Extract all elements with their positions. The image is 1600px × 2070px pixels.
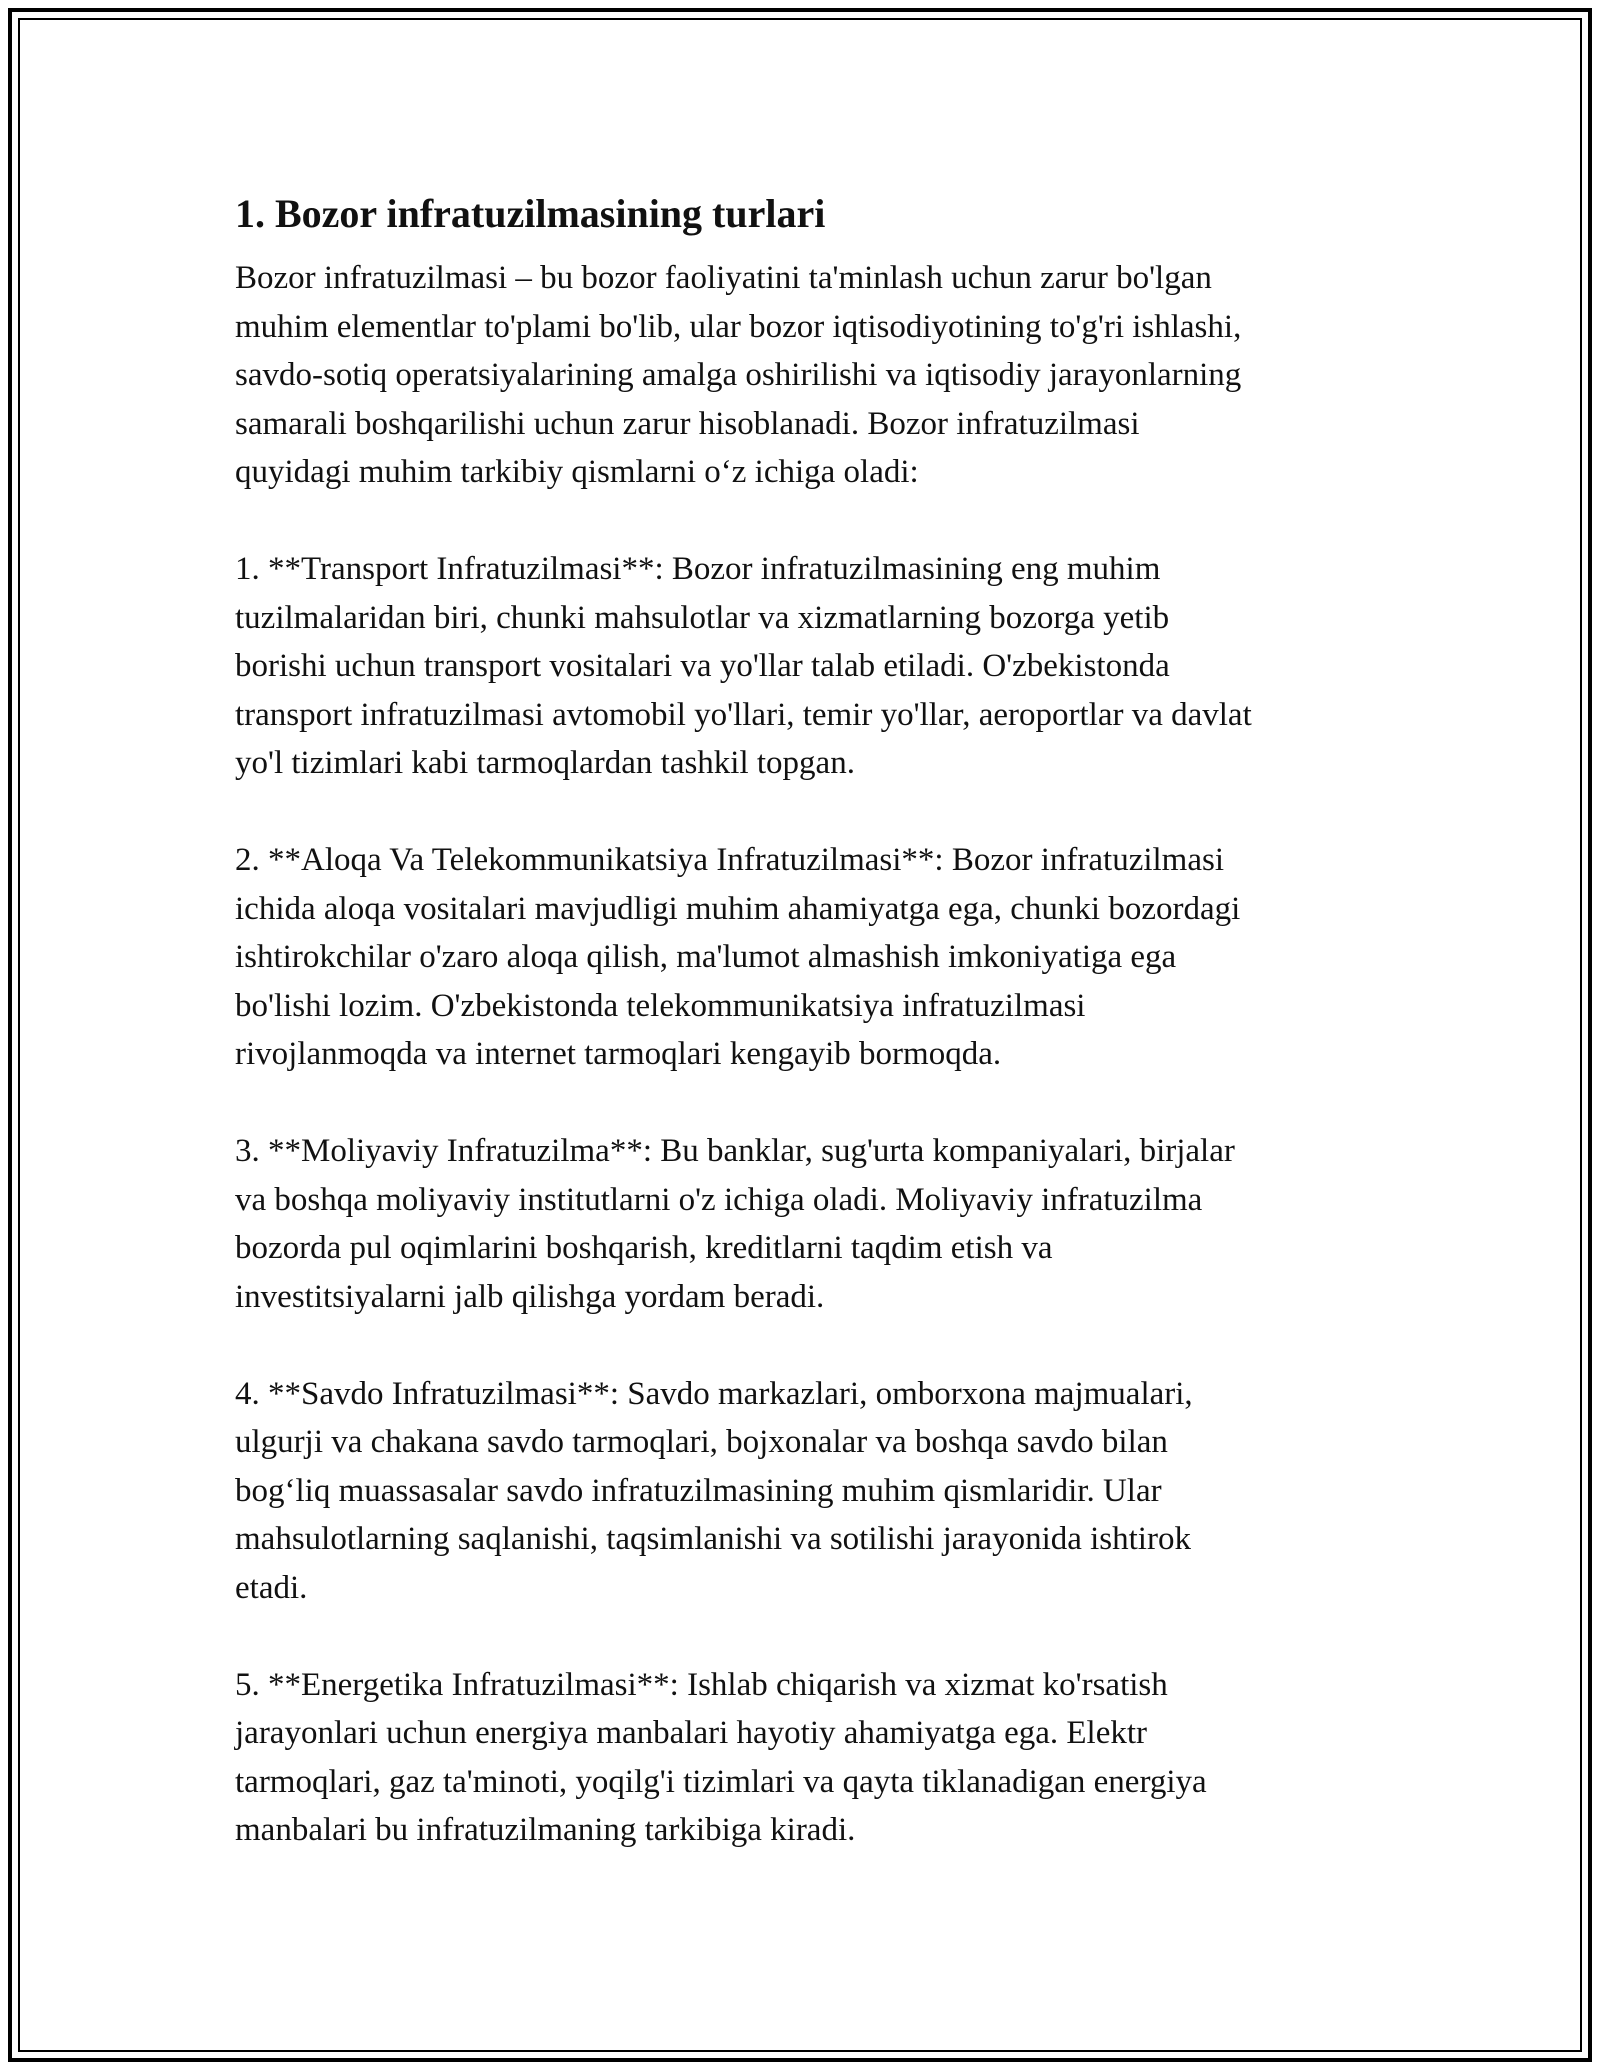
intro-paragraph: Bozor infratuzilmasi – bu bozor faoliyatini ta'minlash uchun zarur bo'lgan muhim elementlar to'plami bo'lib, ular bozor iqtisodiyotining to'g'ri ishlashi, savdo-sotiq operatsiyalarining amalga oshirilishi va iqtisodiy jarayonlarning samarali boshqarilishi uchun zarur hisoblanadi. Bozor infratuzilmasi quyidagi muhim tarkibiy qismlarni o‘z ichiga oladi: — [235, 260, 1242, 490]
trade-paragraph: 4. **Savdo Infratuzilmasi**: Savdo markazlari, omborxona majmualari, ulgurji va chakana savdo tarmoqlari, bojxonalar va boshqa savdo bilan bog‘liq muassasalar savdo infratuzilmasining muhim qismlaridir. Ular mahsulotlarning saqlanishi, taqsimlanishi va sotilishi jarayonida ishtirok etadi. — [235, 1375, 1193, 1606]
document-body — [235, 186, 1385, 1855]
section-heading: 1. Bozor infratuzilmasining turlari — [235, 191, 826, 236]
telecom-paragraph: 2. **Aloqa Va Telekommunikatsiya Infratuzilmasi**: Bozor infratuzilmasi ichida aloqa vositalari mavjudligi muhim ahamiyatga ega, chunki bozordagi ishtirokchilar o'zaro aloqa qilish, ma'lumot almashish imkoniyatiga ega bo'lishi lozim. O'zbekistonda telekommunikatsiya infratuzilmasi rivojlanmoqda va internet tarmoqlari kengayib bormoqda. — [235, 842, 1241, 1072]
transport-paragraph: 1. **Transport Infratuzilmasi**: Bozor infratuzilmasining eng muhim tuzilmalaridan biri, chunki mahsulotlar va xizmatlarning bozorga yetib borishi uchun transport vositalari va yo'llar talab etiladi. O'zbekistonda transport infratuzilmasi avtomobil yo'llari, temir yo'llar, aeroportlar va davlat yo'l tizimlari kabi tarmoqlardan tashkil topgan. — [235, 551, 1252, 781]
energy-paragraph: 5. **Energetika Infratuzilmasi**: Ishlab chiqarish va xizmat ko'rsatish jarayonlari uchun energiya manbalari hayotiy ahamiyatga ega. Elektr tarmoqlari, gaz ta'minoti, yoqilg'i tizimlari va qayta tiklanadigan energiya manbalari bu infratuzilmaning tarkibiga kiradi. — [235, 1666, 1207, 1848]
finance-paragraph: 3. **Moliyaviy Infratuzilma**: Bu banklar, sug'urta kompaniyalari, birjalar va boshqa moliyaviy institutlarni o'z ichiga oladi. Moliyaviy infratuzilma bozorda pul oqimlarini boshqarish, kreditlarni taqdim etish va investitsiyalarni jalb qilishga yordam beradi. — [235, 1133, 1235, 1315]
